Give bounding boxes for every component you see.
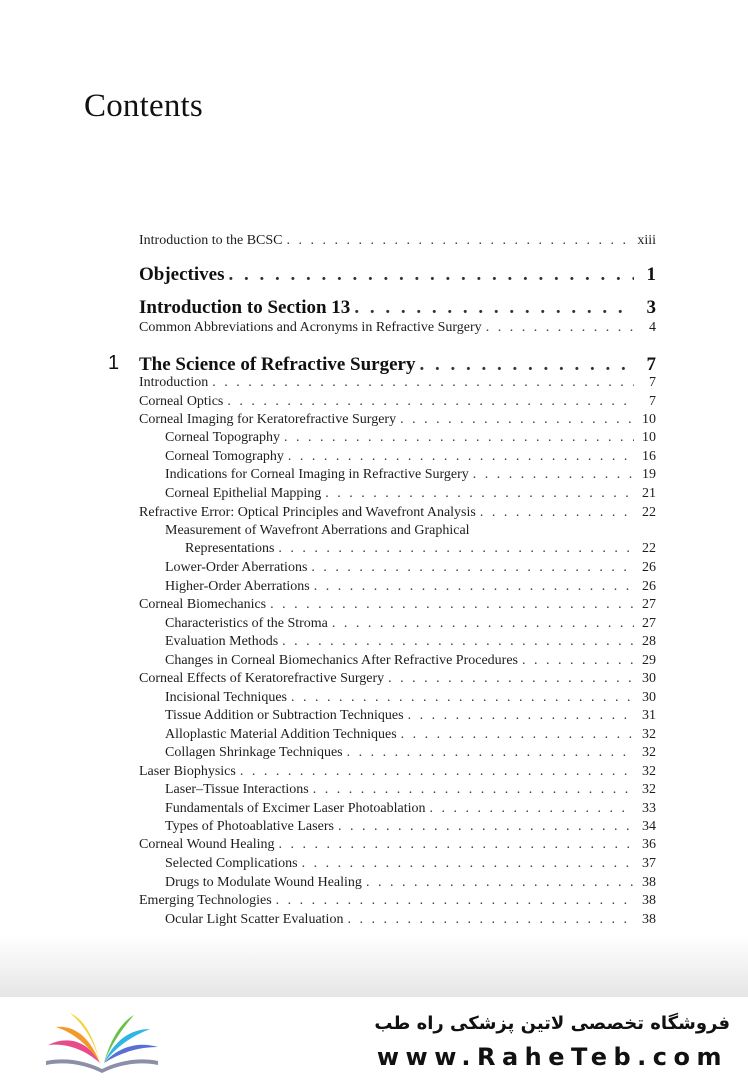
toc-entry-page: 28 bbox=[642, 634, 656, 649]
toc-entry-title: Selected Complications bbox=[165, 856, 298, 871]
toc-entry-page: 3 bbox=[646, 297, 656, 318]
toc-leader-dots bbox=[408, 708, 634, 724]
toc-entry[interactable] bbox=[165, 579, 656, 595]
toc-leader-dots bbox=[278, 541, 634, 557]
toc-leader-dots bbox=[278, 837, 634, 853]
toc-entry-page: 21 bbox=[642, 486, 656, 501]
toc-entry-title: Laser–Tissue Interactions bbox=[165, 782, 309, 797]
toc-entry[interactable] bbox=[165, 486, 656, 502]
toc-entry-page: 7 bbox=[646, 354, 656, 375]
toc-entry[interactable] bbox=[139, 320, 656, 336]
toc-entry-title: Higher-Order Aberrations bbox=[165, 579, 310, 594]
toc-entry[interactable] bbox=[165, 708, 656, 724]
toc-entry[interactable] bbox=[165, 523, 656, 539]
toc-entry-page: 32 bbox=[642, 782, 656, 797]
toc-entry-page: 31 bbox=[642, 708, 656, 723]
toc-entry-title: The Science of Refractive Surgery bbox=[139, 354, 416, 375]
toc-entry-title: Measurement of Wavefront Aberrations and Graphical bbox=[165, 523, 470, 538]
toc-entry[interactable] bbox=[139, 764, 656, 780]
toc-entry-page: 27 bbox=[642, 616, 656, 631]
toc-leader-dots bbox=[287, 233, 634, 249]
toc-entry-title: Introduction to the BCSC bbox=[139, 233, 283, 248]
toc-entry[interactable] bbox=[139, 233, 656, 249]
toc-entry[interactable] bbox=[165, 801, 656, 817]
toc-leader-dots bbox=[212, 375, 634, 391]
toc-entry-page: 7 bbox=[649, 394, 656, 409]
toc-entry-page: 32 bbox=[642, 727, 656, 742]
toc-entry-title: Fundamentals of Excimer Laser Photoablation bbox=[165, 801, 426, 816]
toc-entry-title: Lower-Order Aberrations bbox=[165, 560, 308, 575]
toc-leader-dots bbox=[314, 579, 634, 595]
toc-entry[interactable] bbox=[139, 597, 656, 613]
toc-leader-dots bbox=[284, 430, 634, 446]
brand-url[interactable]: www.RaheTeb.com bbox=[376, 1043, 728, 1071]
toc-leader-dots bbox=[282, 634, 634, 650]
toc-leader-dots bbox=[240, 764, 634, 780]
toc-entry[interactable] bbox=[165, 560, 656, 576]
page-bottom-fade bbox=[0, 935, 748, 997]
toc-entry-page: 36 bbox=[642, 837, 656, 852]
toc-entry-page: 22 bbox=[642, 541, 656, 556]
toc-entry[interactable] bbox=[165, 430, 656, 446]
toc-entry-page: 30 bbox=[642, 690, 656, 705]
toc-entry-title: Evaluation Methods bbox=[165, 634, 279, 649]
toc-entry-title: Tissue Addition or Subtraction Techniques bbox=[165, 708, 404, 723]
toc-entry[interactable] bbox=[165, 745, 656, 761]
toc-entry[interactable] bbox=[165, 634, 656, 650]
toc-leader-dots bbox=[313, 782, 634, 798]
toc-leader-dots bbox=[228, 264, 634, 286]
toc-entry-page: 22 bbox=[642, 505, 656, 520]
toc-entry-title: Introduction bbox=[139, 375, 209, 390]
toc-leader-dots bbox=[270, 597, 634, 613]
page-title: Contents bbox=[84, 88, 203, 124]
toc-entry-title: Drugs to Modulate Wound Healing bbox=[165, 875, 362, 890]
toc-leader-dots bbox=[288, 449, 634, 465]
toc-entry-title: Collagen Shrinkage Techniques bbox=[165, 745, 343, 760]
toc-entry-title: Ocular Light Scatter Evaluation bbox=[165, 912, 344, 927]
toc-entry-title: Corneal Imaging for Keratorefractive Surgery bbox=[139, 412, 397, 427]
toc-entry-page: 4 bbox=[649, 320, 656, 335]
toc-entry-page: 29 bbox=[642, 653, 656, 668]
toc-entry-page: 38 bbox=[642, 893, 656, 908]
chapter-number: 1 bbox=[108, 352, 120, 374]
toc-leader-dots bbox=[522, 653, 634, 669]
toc-leader-dots bbox=[311, 560, 634, 576]
toc-entry-page: 38 bbox=[642, 912, 656, 927]
logo-book-base bbox=[46, 1059, 158, 1073]
toc-entry[interactable] bbox=[139, 412, 656, 428]
toc-entry-page: 38 bbox=[642, 875, 656, 890]
toc-entry-page: 34 bbox=[642, 819, 656, 834]
toc-entry-page: 32 bbox=[642, 764, 656, 779]
toc-entry[interactable] bbox=[165, 782, 656, 798]
toc-leader-dots bbox=[325, 486, 634, 502]
toc-entry[interactable] bbox=[139, 505, 656, 521]
toc-entry[interactable] bbox=[139, 375, 656, 391]
footer-banner bbox=[0, 997, 748, 1080]
toc-leader-dots bbox=[291, 690, 634, 706]
toc-leader-dots bbox=[332, 616, 634, 632]
toc-entry-title: Corneal Wound Healing bbox=[139, 837, 275, 852]
toc-entry-page: 27 bbox=[642, 597, 656, 612]
toc-entry-title: Corneal Biomechanics bbox=[139, 597, 267, 612]
toc-entry[interactable] bbox=[165, 690, 656, 706]
toc-entry-page: 33 bbox=[642, 801, 656, 816]
toc-entry[interactable] bbox=[165, 875, 656, 891]
toc-entry-title: Indications for Corneal Imaging in Refractive Surgery bbox=[165, 467, 469, 482]
toc-entry[interactable] bbox=[139, 354, 656, 376]
toc-leader-dots bbox=[486, 320, 634, 336]
toc-entry[interactable] bbox=[139, 297, 656, 319]
toc-entry-title: Laser Biophysics bbox=[139, 764, 236, 779]
toc-entry[interactable] bbox=[165, 449, 656, 465]
toc-entry-page: 10 bbox=[642, 412, 656, 427]
toc-entry-page: 19 bbox=[642, 467, 656, 482]
toc-entry-page: 26 bbox=[642, 560, 656, 575]
toc-entry-page: 30 bbox=[642, 671, 656, 686]
toc-leader-dots bbox=[366, 875, 634, 891]
toc-entry[interactable] bbox=[139, 837, 656, 853]
toc-entry-title: Incisional Techniques bbox=[165, 690, 288, 705]
toc-entry-title: Corneal Optics bbox=[139, 394, 224, 409]
toc-entry-page: 1 bbox=[646, 264, 656, 285]
toc-entry[interactable] bbox=[139, 394, 656, 410]
toc-entry-title: Corneal Effects of Keratorefractive Surgery bbox=[139, 671, 385, 686]
toc-entry-title: Changes in Corneal Biomechanics After Refractive Procedures bbox=[165, 653, 518, 668]
toc-leader-dots bbox=[473, 467, 634, 483]
toc-entry-title: Introduction to Section 13 bbox=[139, 297, 351, 318]
toc-entry-page: 16 bbox=[642, 449, 656, 464]
toc-leader-dots bbox=[338, 819, 634, 835]
toc-entry-title: Refractive Error: Optical Principles and Wavefront Analysis bbox=[139, 505, 476, 520]
toc-entry-title: Representations bbox=[185, 541, 275, 556]
toc-entry-title: Objectives bbox=[139, 264, 225, 285]
toc-entry-page: xiii bbox=[637, 233, 656, 248]
toc-entry-title: Corneal Topography bbox=[165, 430, 281, 445]
toc-entry-title: Types of Photoablative Lasers bbox=[165, 819, 334, 834]
brand-name: فروشگاه تخصصی لاتین پزشکی راه طب bbox=[374, 1013, 730, 1034]
toc-leader-dots bbox=[302, 856, 634, 872]
toc-entry-page: 26 bbox=[642, 579, 656, 594]
toc-entry[interactable] bbox=[165, 653, 656, 669]
toc-leader-dots bbox=[347, 912, 634, 928]
toc-leader-dots bbox=[400, 412, 634, 428]
toc-entry-title: Emerging Technologies bbox=[139, 893, 272, 908]
open-book-logo-icon bbox=[40, 1011, 164, 1073]
toc-entry[interactable] bbox=[165, 616, 656, 632]
toc-entry[interactable] bbox=[165, 727, 656, 743]
toc-entry[interactable] bbox=[139, 893, 656, 909]
toc-leader-dots bbox=[419, 354, 634, 376]
toc-leader-dots bbox=[401, 727, 634, 743]
toc-entry-page: 10 bbox=[642, 430, 656, 445]
toc-entry[interactable] bbox=[165, 467, 656, 483]
toc-entry-page: 37 bbox=[642, 856, 656, 871]
toc-entry[interactable] bbox=[139, 671, 656, 687]
toc-entry-title: Alloplastic Material Addition Techniques bbox=[165, 727, 397, 742]
toc-leader-dots bbox=[276, 893, 634, 909]
toc-leader-dots bbox=[347, 745, 634, 761]
toc-leader-dots bbox=[480, 505, 634, 521]
toc-entry[interactable] bbox=[185, 541, 656, 557]
toc-entry-title: Characteristics of the Stroma bbox=[165, 616, 328, 631]
toc-entry[interactable] bbox=[165, 819, 656, 835]
toc-entry-page: 7 bbox=[649, 375, 656, 390]
toc-entry[interactable] bbox=[165, 912, 656, 928]
toc-entry[interactable] bbox=[139, 264, 656, 286]
toc-leader-dots bbox=[354, 297, 634, 319]
toc-entry-title: Corneal Epithelial Mapping bbox=[165, 486, 322, 501]
toc-leader-dots bbox=[388, 671, 634, 687]
toc-leader-dots bbox=[430, 801, 635, 817]
toc-entry[interactable] bbox=[165, 856, 656, 872]
toc-entry-title: Common Abbreviations and Acronyms in Refractive Surgery bbox=[139, 320, 482, 335]
toc-entry-title: Corneal Tomography bbox=[165, 449, 284, 464]
toc-leader-dots bbox=[227, 394, 634, 410]
toc-entry-page: 32 bbox=[642, 745, 656, 760]
